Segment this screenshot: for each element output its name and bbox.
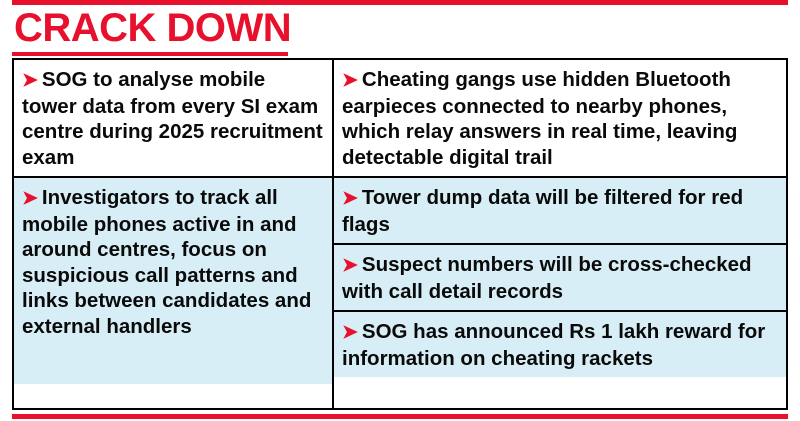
bullet-row: [342, 319, 778, 371]
left-column: [14, 60, 334, 408]
list-item: [334, 245, 786, 310]
bullet-row: [342, 252, 778, 304]
arrow-bullet-icon: ➤: [22, 188, 38, 209]
right-column: [334, 60, 786, 408]
bullet-row: [342, 67, 778, 170]
page-title: CRACK DOWN: [14, 6, 292, 50]
arrow-bullet-icon: ➤: [342, 322, 358, 343]
bullet-row: [22, 185, 324, 339]
list-item: [334, 178, 786, 243]
bullet-text: SOG to analyse mobile tower data from every SI exam centre during 2025 recruitment exam: [22, 68, 323, 169]
arrow-bullet-icon: ➤: [342, 188, 358, 209]
bullet-row: [22, 67, 324, 170]
list-item: [334, 60, 786, 176]
bottom-red-rule: [12, 414, 788, 419]
bullet-text: SOG has announced Rs 1 lakh reward for information on cheating rackets: [342, 320, 766, 370]
bullet-text: Tower dump data will be filtered for red flags: [342, 186, 744, 236]
content-frame: [12, 58, 788, 410]
list-item: [14, 60, 332, 176]
bullet-text: Suspect numbers will be cross-checked with call detail records: [342, 253, 752, 303]
headline-underline: [12, 52, 288, 56]
list-item: [14, 178, 332, 384]
list-item: [334, 312, 786, 377]
bullet-row: [342, 185, 778, 237]
arrow-bullet-icon: ➤: [22, 70, 38, 91]
bullet-text: Cheating gangs use hidden Bluetooth earpieces connected to nearby phones, which relay answers in real time, leaving detectable digital trail: [342, 68, 738, 169]
arrow-bullet-icon: ➤: [342, 70, 358, 91]
arrow-bullet-icon: ➤: [342, 255, 358, 276]
bullet-text: Investigators to track all mobile phones active in and around centres, focus on suspicious call patterns and links between candidates and external handlers: [22, 186, 312, 338]
